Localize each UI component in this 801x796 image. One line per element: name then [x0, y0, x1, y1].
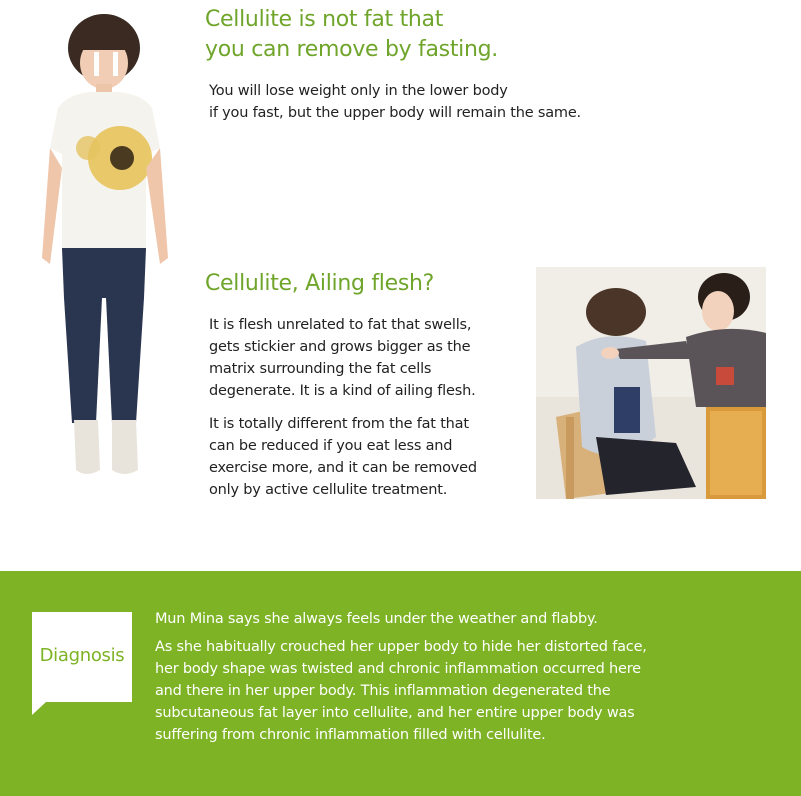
section1-text-line2: if you fast, but the upper body will remain the same.	[209, 105, 581, 121]
diagnosis-paragraph-line: her body shape was twisted and chronic inflammation occurred here	[155, 661, 641, 677]
section2-paragraph2	[209, 413, 509, 501]
diagnosis-paragraph-line: and there in her upper body. This inflammation degenerated the	[155, 683, 611, 699]
diagnosis-badge-tail	[32, 702, 46, 715]
section2-paragraph2-line: only by active cellulite treatment.	[209, 482, 448, 498]
diagnosis-paragraph-line: subcutaneous fat layer into cellulite, and her entire upper body was	[155, 705, 635, 721]
section2-paragraph1	[209, 314, 509, 402]
diagnosis-paragraph	[155, 636, 675, 746]
diagnosis-paragraph-line: As she habitually crouched her upper body to hide her distorted face,	[155, 639, 647, 655]
diagnosis-intro: Mun Mina says she always feels under the weather and flabby.	[155, 611, 598, 627]
section2-paragraph1-line: degenerate. It is a kind of ailing flesh.	[209, 383, 476, 399]
section2-paragraph1-line: matrix surrounding the fat cells	[209, 361, 432, 377]
diagnosis-paragraph-line: suffering from chronic inflammation filled with cellulite.	[155, 727, 546, 743]
section2-paragraph2-line: It is totally different from the fat that	[209, 416, 469, 432]
diagnosis-section	[0, 571, 801, 796]
face-censor-bar-left	[94, 52, 99, 76]
section2-heading: Cellulite, Ailing flesh?	[205, 271, 434, 296]
patient-photo	[28, 8, 183, 483]
section2-paragraph2-line: exercise more, and it can be removed	[209, 460, 477, 476]
section2-paragraph1-line: gets stickier and grows bigger as the	[209, 339, 471, 355]
section2-paragraph2-line: can be reduced if you eat less and	[209, 438, 453, 454]
diagnosis-badge	[32, 612, 132, 702]
section1-text	[209, 80, 629, 124]
section1-heading	[205, 5, 565, 65]
section2-paragraph1-line: It is flesh unrelated to fat that swells,	[209, 317, 472, 333]
treatment-photo	[536, 267, 766, 499]
section1-heading-line2: you can remove by fasting.	[205, 37, 498, 62]
diagnosis-label: Diagnosis	[39, 645, 125, 666]
section1-text-line1: You will lose weight only in the lower body	[209, 83, 508, 99]
section1-heading-line1: Cellulite is not fat that	[205, 7, 444, 32]
face-censor-bar-right	[113, 52, 118, 76]
